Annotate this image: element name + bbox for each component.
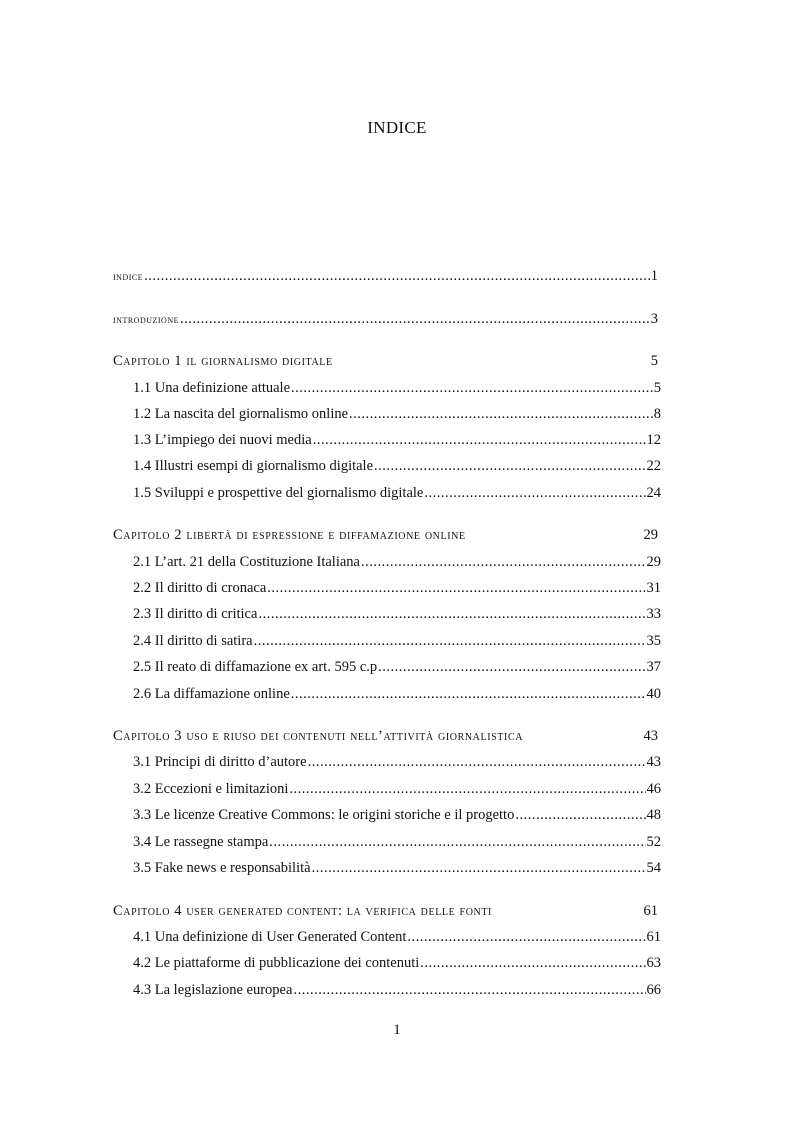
page-number: 1 bbox=[393, 1022, 401, 1038]
leader-dots bbox=[378, 658, 645, 676]
section-page: 46 bbox=[646, 781, 661, 797]
section-page: 29 bbox=[646, 554, 661, 570]
section-page: 52 bbox=[646, 834, 661, 850]
toc-section-2-3[interactable] bbox=[133, 605, 661, 623]
chapter-page: 61 bbox=[643, 903, 658, 919]
section-label: 1.2 La nascita del giornalismo online bbox=[133, 406, 349, 422]
toc-chapter-3[interactable] bbox=[113, 727, 658, 745]
section-page: 37 bbox=[646, 659, 661, 675]
section-page: 31 bbox=[646, 580, 661, 596]
toc-section-2-2[interactable] bbox=[133, 579, 661, 597]
section-label: 2.4 Il diritto di satira bbox=[133, 633, 253, 649]
chapter-label: Capitolo 2 libertà di espressione e diffamazione online bbox=[113, 527, 466, 543]
section-label: 1.5 Sviluppi e prospettive del giornalismo digitale bbox=[133, 485, 424, 501]
toc-entry-page: 1 bbox=[650, 268, 658, 284]
leader-dots bbox=[361, 553, 646, 571]
section-page: 43 bbox=[646, 754, 661, 770]
toc-chapter-1[interactable] bbox=[113, 352, 658, 370]
toc-section-4-3[interactable] bbox=[133, 981, 661, 999]
leader-dots bbox=[313, 431, 646, 449]
toc-section-1-2[interactable] bbox=[133, 405, 661, 423]
toc-section-1-3[interactable] bbox=[133, 431, 661, 449]
section-page: 54 bbox=[646, 860, 661, 876]
section-label: 1.1 Una definizione attuale bbox=[133, 380, 291, 396]
chapter-page: 5 bbox=[650, 353, 658, 369]
leader-dots bbox=[308, 753, 646, 771]
section-page: 5 bbox=[653, 380, 661, 396]
toc-section-1-1[interactable] bbox=[133, 379, 661, 397]
leader-dots bbox=[289, 780, 645, 798]
toc-section-3-1[interactable] bbox=[133, 753, 661, 771]
leader-dots bbox=[515, 806, 645, 824]
section-page: 33 bbox=[646, 606, 661, 622]
chapter-page: 29 bbox=[643, 527, 658, 543]
toc-entry-label: indice bbox=[113, 271, 144, 283]
section-page: 40 bbox=[646, 686, 661, 702]
section-page: 48 bbox=[646, 807, 661, 823]
section-page: 61 bbox=[646, 929, 661, 945]
section-label: 2.2 Il diritto di cronaca bbox=[133, 580, 267, 596]
section-label: 2.5 Il reato di diffamazione ex art. 595 c.p bbox=[133, 659, 378, 675]
leader-dots bbox=[420, 954, 645, 972]
toc-section-1-4[interactable] bbox=[133, 457, 661, 475]
section-label: 4.1 Una definizione di User Generated Content bbox=[133, 929, 407, 945]
toc-section-2-5[interactable] bbox=[133, 658, 661, 676]
leader-dots bbox=[267, 579, 645, 597]
toc-section-3-5[interactable] bbox=[133, 859, 661, 877]
leader-dots bbox=[312, 859, 646, 877]
toc-section-2-1[interactable] bbox=[133, 553, 661, 571]
section-label: 4.2 Le piattaforme di pubblicazione dei contenuti bbox=[133, 955, 420, 971]
toc-chapter-2[interactable] bbox=[113, 526, 658, 544]
toc-section-4-1[interactable] bbox=[133, 928, 661, 946]
toc-entry-introduzione[interactable] bbox=[113, 310, 658, 329]
section-label: 3.5 Fake news e responsabilità bbox=[133, 860, 311, 876]
section-label: 4.3 La legislazione europea bbox=[133, 982, 293, 998]
toc-section-2-6[interactable] bbox=[133, 685, 661, 703]
section-page: 35 bbox=[646, 633, 661, 649]
toc-section-3-2[interactable] bbox=[133, 780, 661, 798]
section-label: 3.3 Le licenze Creative Commons: le origini storiche e il progetto bbox=[133, 807, 515, 823]
chapter-label: Capitolo 4 user generated content: la verifica delle fonti bbox=[113, 903, 492, 919]
section-page: 66 bbox=[646, 982, 661, 998]
section-label: 1.3 L’impiego dei nuovi media bbox=[133, 432, 312, 448]
leader-dots bbox=[180, 310, 650, 328]
toc-chapter-4[interactable] bbox=[113, 902, 658, 920]
section-label: 3.1 Principi di diritto d’autore bbox=[133, 754, 307, 770]
page-title: INDICE bbox=[367, 118, 427, 137]
chapter-label: Capitolo 3 uso e riuso dei contenuti nell’attività giornalistica bbox=[113, 728, 524, 744]
section-page: 22 bbox=[646, 458, 661, 474]
toc-section-1-5[interactable] bbox=[133, 484, 661, 502]
section-page: 63 bbox=[646, 955, 661, 971]
section-page: 24 bbox=[646, 485, 661, 501]
leader-dots bbox=[293, 981, 645, 999]
leader-dots bbox=[291, 685, 646, 703]
toc-section-4-2[interactable] bbox=[133, 954, 661, 972]
toc-section-3-4[interactable] bbox=[133, 833, 661, 851]
section-label: 1.4 Illustri esempi di giornalismo digitale bbox=[133, 458, 374, 474]
toc-entry-indice[interactable] bbox=[113, 267, 658, 286]
section-label: 3.2 Eccezioni e limitazioni bbox=[133, 781, 289, 797]
section-label: 2.6 La diffamazione online bbox=[133, 686, 290, 702]
section-page: 8 bbox=[653, 406, 661, 422]
section-label: 2.1 L’art. 21 della Costituzione Italiana bbox=[133, 554, 360, 570]
toc-entry-label: introduzione bbox=[113, 314, 179, 326]
toc-entry-page: 3 bbox=[650, 311, 658, 327]
chapter-page: 43 bbox=[643, 728, 658, 744]
section-page: 12 bbox=[646, 432, 661, 448]
leader-dots bbox=[254, 632, 646, 650]
toc-section-3-3[interactable] bbox=[133, 806, 661, 824]
leader-dots bbox=[291, 379, 653, 397]
section-label: 2.3 Il diritto di critica bbox=[133, 606, 258, 622]
leader-dots bbox=[258, 605, 645, 623]
leader-dots bbox=[349, 405, 653, 423]
leader-dots bbox=[144, 267, 650, 285]
leader-dots bbox=[424, 484, 645, 502]
section-label: 3.4 Le rassegne stampa bbox=[133, 834, 269, 850]
leader-dots bbox=[269, 833, 645, 851]
leader-dots bbox=[407, 928, 645, 946]
leader-dots bbox=[374, 457, 645, 475]
toc-section-2-4[interactable] bbox=[133, 632, 661, 650]
chapter-label: Capitolo 1 il giornalismo digitale bbox=[113, 353, 333, 369]
